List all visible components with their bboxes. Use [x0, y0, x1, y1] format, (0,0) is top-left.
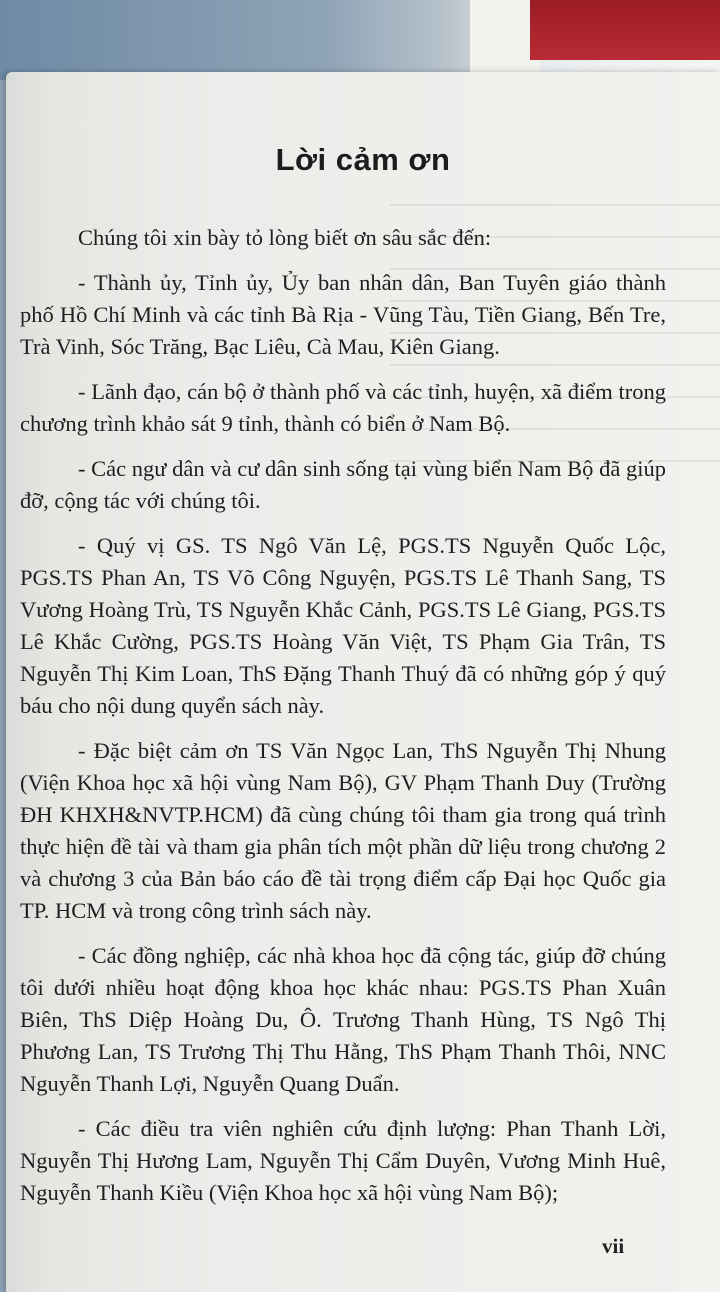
paragraph-party-committees: - Thành ủy, Tỉnh ủy, Ủy ban nhân dân, Ban Tuyên giáo thành phố Hồ Chí Minh và các tỉnh Bà Rịa - Vũng Tàu, Tiền Giang, Bến Tre, Trà Vinh, Sóc Trăng, Bạc Liêu, Cà Mau, Kiên Giang.	[20, 270, 666, 359]
paragraph-fishermen: - Các ngư dân và cư dân sinh sống tại vùng biển Nam Bộ đã giúp đỡ, cộng tác với chúng tôi.	[20, 456, 666, 513]
book-page	[6, 72, 720, 1292]
paragraph-intro: Chúng tôi xin bày tỏ lòng biết ơn sâu sắc đến:	[78, 225, 492, 250]
page-body	[20, 222, 666, 1222]
background-red-object	[530, 0, 720, 60]
page-number: vii	[602, 1234, 625, 1258]
paragraph-local-leaders: - Lãnh đạo, cán bộ ở thành phố và các tỉnh, huyện, xã điểm trong chương trình khảo sát 9 tỉnh, thành có biển ở Nam Bộ.	[20, 379, 666, 436]
paragraph-surveyors: - Các điều tra viên nghiên cứu định lượng: Phan Thanh Lời, Nguyễn Thị Hương Lam, Nguyễn Thị Cẩm Duyên, Vương Minh Huê, Nguyễn Thanh Kiều (Viện Khoa học xã hội vùng Nam Bộ);	[20, 1116, 666, 1205]
paragraph-colleagues: - Các đồng nghiệp, các nhà khoa học đã cộng tác, giúp đỡ chúng tôi dưới nhiều hoạt động khoa học khác nhau: PGS.TS Phan Xuân Biên, ThS Diệp Hoàng Du, Ô. Trương Thanh Hùng, TS Ngô Thị Phương Lan, TS Trương Thị Thu Hằng, ThS Phạm Thanh Thôi, NNC Nguyễn Thanh Lợi, Nguyễn Quang Duẩn.	[20, 943, 666, 1096]
paragraph-scholars: - Quý vị GS. TS Ngô Văn Lệ, PGS.TS Nguyễn Quốc Lộc, PGS.TS Phan An, TS Võ Công Nguyện, PGS.TS Lê Thanh Sang, TS Vương Hoàng Trù, TS Nguyễn Khắc Cảnh, PGS.TS Lê Giang, PGS.TS Lê Khắc Cường, PGS.TS Hoàng Văn Việt, TS Phạm Gia Trân, TS Nguyễn Thị Kim Loan, ThS Đặng Thanh Thuý đã có những góp ý quý báu cho nội dung quyển sách này.	[20, 533, 666, 718]
page-title: Lời cảm ơn	[275, 142, 451, 177]
paragraph-special-thanks: - Đặc biệt cảm ơn TS Văn Ngọc Lan, ThS Nguyễn Thị Nhung (Viện Khoa học xã hội vùng Nam Bộ), GV Phạm Thanh Duy (Trường ĐH KHXH&NVTP.HCM) đã cùng chúng tôi tham gia trong quá trình thực hiện đề tài và tham gia phân tích một phần dữ liệu trong chương 2 và chương 3 của Bản báo cáo đề tài trọng điểm cấp Đại học Quốc gia TP. HCM và trong công trình sách này.	[20, 738, 666, 923]
